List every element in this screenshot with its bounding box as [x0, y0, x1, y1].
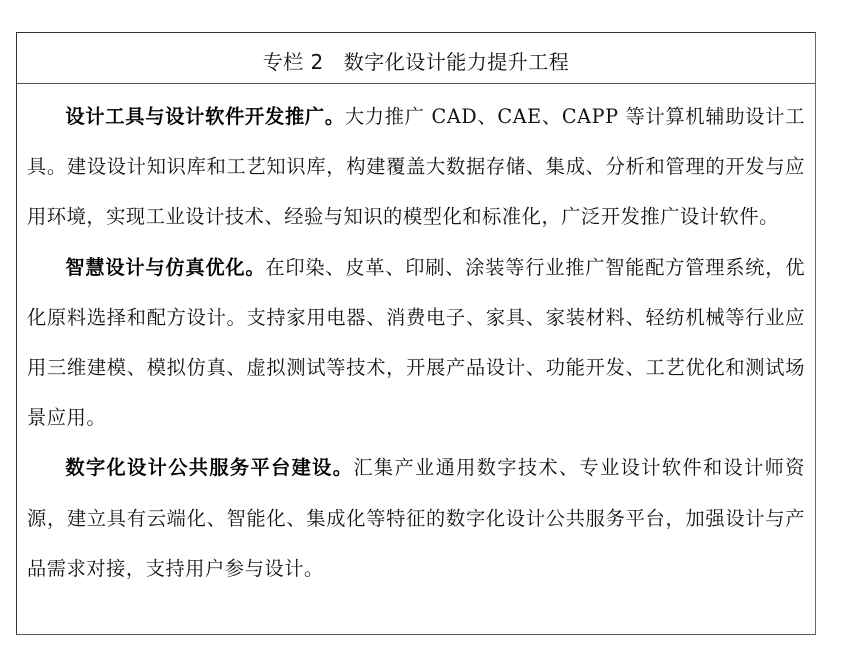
section-body: 大力推广 CAD、CAE、CAPP 等计算机辅助设计工具。建设设计知识库和工艺知识库，构建覆盖大数据存储、集成、分析和管理的开发与应用环境，实现工业设计技术、经验与知识的模型化和标准化，广泛开发推广设计软件。	[27, 105, 805, 229]
section-design-tools	[27, 92, 805, 243]
section-heading: 设计工具与设计软件开发推广。	[65, 105, 345, 128]
box-title	[263, 42, 570, 75]
box-body	[17, 84, 815, 594]
box-header	[17, 33, 815, 84]
section-heading: 智慧设计与仿真优化。	[65, 255, 266, 279]
section-body: 在印染、皮革、印刷、涂装等行业推广智能配方管理系统，优化原料选择和配方设计。支持家用电器、消费电子、家具、家装材料、轻纺机械等行业应用三维建模、模拟仿真、虚拟测试等技术，开展产品设计、功能开发、工艺优化和测试场景应用。	[27, 255, 805, 430]
section-smart-design	[27, 243, 805, 444]
box-title-text: 数字化设计能力提升工程	[343, 49, 570, 74]
section-body: 汇集产业通用数字技术、专业设计软件和设计师资源，建立具有云端化、智能化、集成化等特征的数字化设计公共服务平台，加强设计与产品需求对接，支持用户参与设计。	[27, 456, 806, 580]
section-public-platform	[27, 443, 805, 594]
section-heading: 数字化设计公共服务平台建设。	[65, 456, 354, 480]
box-title-prefix: 专栏 2	[262, 49, 324, 74]
feature-box	[16, 32, 816, 635]
